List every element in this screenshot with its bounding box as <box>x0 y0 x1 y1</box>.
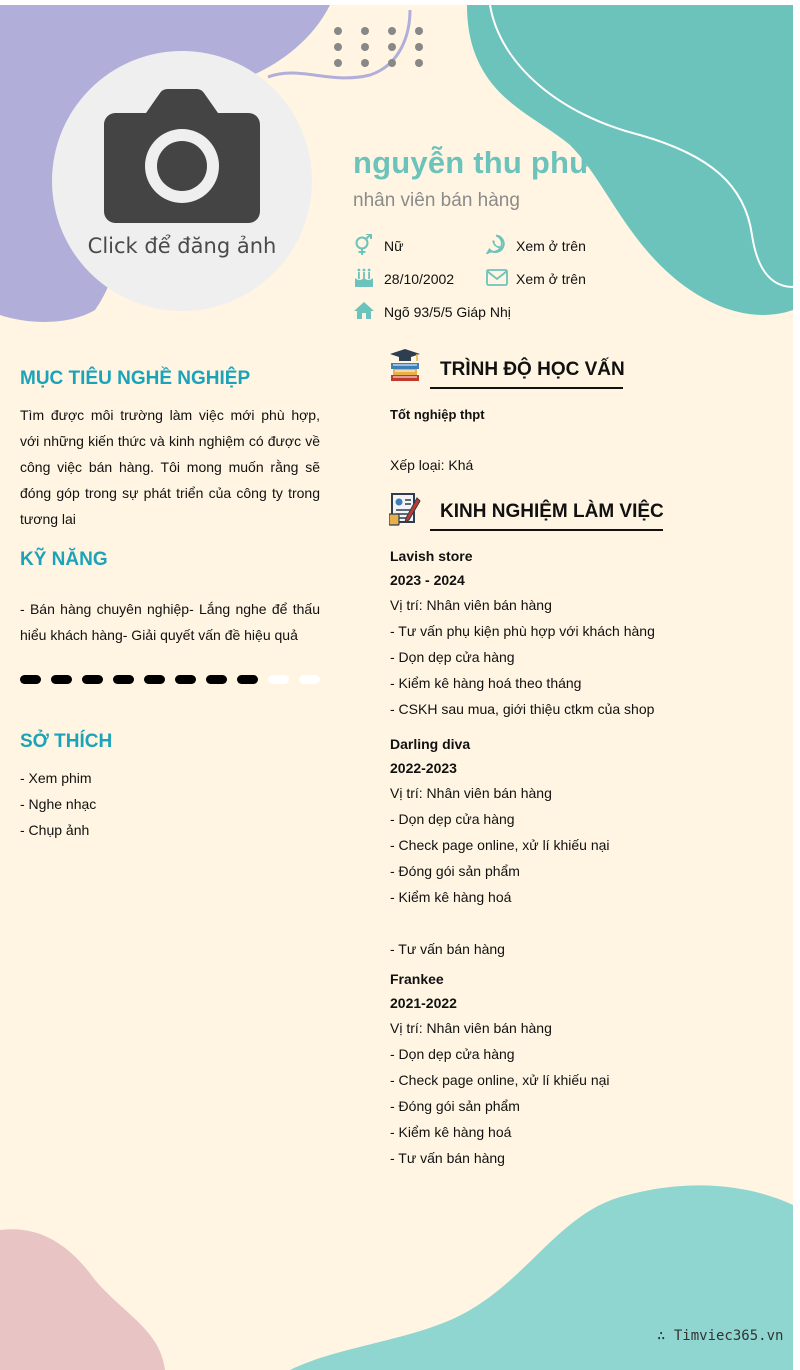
job-duty: - Kiểm kê hàng hoá <box>390 889 512 905</box>
home-icon <box>354 302 374 319</box>
skill-segment-filled <box>144 675 165 684</box>
education-school: Tốt nghiệp thpt <box>390 407 485 422</box>
avatar-upload-label: Click để đăng ảnh <box>87 234 277 258</box>
job-duty: - Kiểm kê hàng hoá theo tháng <box>390 675 582 691</box>
skill-segment-filled <box>82 675 103 684</box>
objective-text: Tìm được môi trường làm việc mới phù hợp, với những kiến thức và kinh nghiệm có được về công việc bán hàng. Tôi mong muốn rằng sẽ đóng góp trong sự phát triển của công ty trong tương lai <box>20 407 320 527</box>
resume-icon <box>389 492 421 526</box>
skills-heading: KỸ NĂNG <box>20 549 108 570</box>
email-value: Xem ở trên <box>516 271 586 287</box>
objective-heading: MỤC TIÊU NGHỀ NGHIỆP <box>20 368 251 389</box>
hobbies-heading: SỞ THÍCH <box>20 731 113 752</box>
job-duty: - Tư vấn bán hàng <box>390 941 505 957</box>
job-position: Vị trí: Nhân viên bán hàng <box>390 785 552 801</box>
address-value: Ngõ 93/5/5 Giáp Nhị <box>384 304 511 320</box>
job-period: 2022-2023 <box>390 760 457 776</box>
job-duty: - Kiểm kê hàng hoá <box>390 1124 512 1140</box>
cake-icon <box>354 268 374 288</box>
job-duty: - Đóng gói sản phẩm <box>390 863 520 879</box>
job-company: Frankee <box>390 971 444 987</box>
skill-segment-filled <box>237 675 258 684</box>
pink-blob <box>0 1229 165 1370</box>
skill-segment-filled <box>175 675 196 684</box>
watermark: ∴ Timviec365.vn <box>657 1328 784 1344</box>
education-heading: TRÌNH ĐỘ HỌC VẤN <box>440 359 625 380</box>
gender-icon <box>354 234 374 256</box>
books-graduation-icon <box>389 349 421 382</box>
job-duty: - Dọn dẹp cửa hàng <box>390 649 515 665</box>
job-period: 2023 - 2024 <box>390 572 465 588</box>
job-duty: - Dọn dẹp cửa hàng <box>390 1046 515 1062</box>
skill-segment-filled <box>20 675 41 684</box>
camera-icon <box>102 89 262 229</box>
skill-segment-filled <box>51 675 72 684</box>
job-duty: - Tư vấn phụ kiện phù hợp với khách hàng <box>390 623 655 639</box>
skill-segment-filled <box>206 675 227 684</box>
skill-segment-empty <box>299 675 320 684</box>
job-company: Darling diva <box>390 736 471 752</box>
phone-icon <box>486 234 506 254</box>
job-title: nhân viên bán hàng <box>353 190 520 211</box>
job-duty: - Check page online, xử lí khiếu nại <box>390 837 610 853</box>
skills-text: - Bán hàng chuyên nghiệp- Lắng nghe để thấu hiểu khách hàng- Giải quyết vấn đề hiệu quả <box>20 601 320 643</box>
skill-segment-empty <box>268 675 289 684</box>
job-duty: - Check page online, xử lí khiếu nại <box>390 1072 610 1088</box>
hobby-item: - Xem phim <box>20 770 92 786</box>
education-underline <box>430 387 623 389</box>
experience-underline <box>430 529 663 531</box>
job-company: Lavish store <box>390 548 473 564</box>
job-position: Vị trí: Nhân viên bán hàng <box>390 1020 552 1036</box>
hobby-item: - Chụp ảnh <box>20 822 90 838</box>
job-duty: - Dọn dẹp cửa hàng <box>390 811 515 827</box>
phone-value: Xem ở trên <box>516 238 586 254</box>
job-duty: - CSKH sau mua, giới thiệu ctkm của shop <box>390 701 655 717</box>
experience-heading: KINH NGHIỆM LÀM VIỆC <box>440 501 664 522</box>
hobbies-list <box>20 765 96 843</box>
job-duty: - Tư vấn bán hàng <box>390 1150 505 1166</box>
job-duty: - Đóng gói sản phẩm <box>390 1098 520 1114</box>
job-period: 2021-2022 <box>390 995 457 1011</box>
hobby-item: - Nghe nhạc <box>20 796 97 812</box>
avatar-upload[interactable] <box>52 51 312 311</box>
skill-level-bar <box>20 674 320 686</box>
birthday-value: 28/10/2002 <box>384 271 455 287</box>
candidate-name: nguyễn thu phương <box>353 145 653 180</box>
cv-page <box>0 5 793 1370</box>
skill-segment-filled <box>113 675 134 684</box>
education-grade: Xếp loại: Khá <box>390 457 474 473</box>
dot-grid <box>334 27 423 67</box>
gender-value: Nữ <box>384 238 404 254</box>
job-position: Vị trí: Nhân viên bán hàng <box>390 597 552 613</box>
email-icon <box>486 269 508 286</box>
